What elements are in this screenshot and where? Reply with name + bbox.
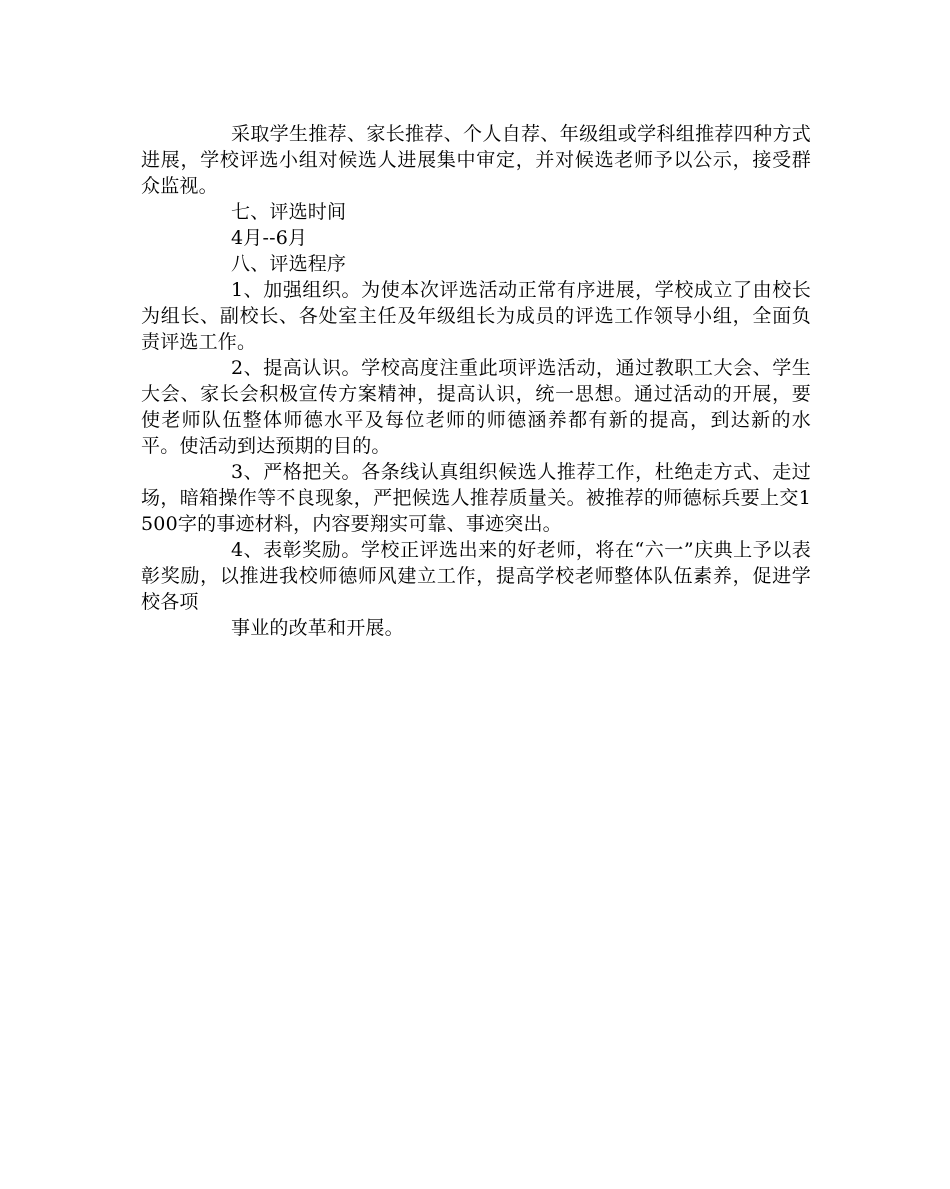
paragraph-recommendation-methods: 采取学生推荐、家长推荐、个人自荐、年级组或学科组推荐四种方式进展，学校评选小组对候选人进展集中审定，并对候选老师予以公示，接受群众监视。 xyxy=(141,123,811,197)
document-body xyxy=(141,121,811,641)
heading-selection-time: 七、评选时间 xyxy=(231,201,347,223)
paragraph-step-awareness: 2、提高认识。学校高度注重此项评选活动，通过教职工大会、学生大会、家长会积极宣传方案精神，提高认识，统一思想。通过活动的开展，要使老师队伍整体师德水平及每位老师的师德涵养都有新的提高，到达新的水平。使活动到达预期的目的。 xyxy=(141,357,811,457)
paragraph-selection-period: 4月--6月 xyxy=(231,227,308,249)
paragraph-step-commendation: 4、表彰奖励。学校正评选出来的好老师，将在“六一”庆典上予以表彰奖励，以推进我校师德师风建立工作，提高学校老师整体队伍素养，促进学校各项 xyxy=(141,539,811,613)
heading-selection-procedure: 八、评选程序 xyxy=(231,253,347,275)
paragraph-step-organization: 1、加强组织。为使本次评选活动正常有序进展，学校成立了由校长为组长、副校长、各处室主任及年级组长为成员的评选工作领导小组，全面负责评选工作。 xyxy=(141,279,811,353)
paragraph-step-quality-control: 3、严格把关。各条线认真组织候选人推荐工作，杜绝走方式、走过场，暗箱操作等不良现象，严把候选人推荐质量关。被推荐的师德标兵要上交1500字的事迹材料，内容要翔实可靠、事迹突出。 xyxy=(141,461,811,535)
paragraph-closing-line: 事业的改革和开展。 xyxy=(231,617,404,639)
